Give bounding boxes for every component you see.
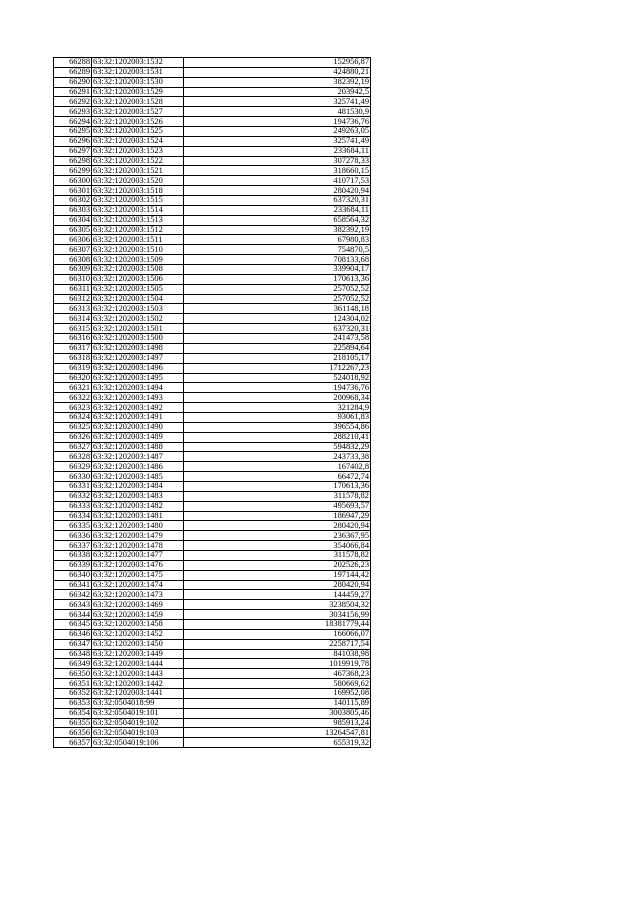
cadastral-number-cell: 63:32:1202003:1494 xyxy=(92,383,184,393)
row-number-cell: 66303 xyxy=(54,205,92,215)
row-number-cell: 66315 xyxy=(54,324,92,334)
row-number-cell: 66341 xyxy=(54,580,92,590)
cadastral-number-cell: 63:32:1202003:1490 xyxy=(92,422,184,432)
table-row xyxy=(54,432,371,442)
row-number-cell: 66349 xyxy=(54,659,92,669)
cadastral-number-cell: 63:32:1202003:1526 xyxy=(92,117,184,127)
cadastral-number-cell: 63:32:1202003:1474 xyxy=(92,580,184,590)
cadastral-number-cell: 63:32:1202003:1482 xyxy=(92,501,184,511)
value-cell: 200968,34 xyxy=(184,393,371,403)
cadastral-number-cell: 63:32:1202003:1521 xyxy=(92,166,184,176)
table-row xyxy=(54,708,371,718)
row-number-cell: 66319 xyxy=(54,363,92,373)
value-cell: 186947,29 xyxy=(184,511,371,521)
cadastral-number-cell: 63:32:1202003:1450 xyxy=(92,639,184,649)
cadastral-number-cell: 63:32:1202003:1522 xyxy=(92,156,184,166)
row-number-cell: 66330 xyxy=(54,472,92,482)
value-cell: 580669,62 xyxy=(184,679,371,689)
row-number-cell: 66291 xyxy=(54,87,92,97)
cadastral-number-cell: 63:32:1202003:1459 xyxy=(92,610,184,620)
value-cell: 325741,49 xyxy=(184,97,371,107)
row-number-cell: 66296 xyxy=(54,136,92,146)
row-number-cell: 66292 xyxy=(54,97,92,107)
cadastral-number-cell: 63:32:1202003:1495 xyxy=(92,373,184,383)
cadastral-number-cell: 63:32:1202003:1476 xyxy=(92,560,184,570)
table-row xyxy=(54,225,371,235)
value-cell: 841038,98 xyxy=(184,649,371,659)
table-row xyxy=(54,412,371,422)
table-row xyxy=(54,570,371,580)
cadastral-number-cell: 63:32:1202003:1483 xyxy=(92,491,184,501)
row-number-cell: 66352 xyxy=(54,689,92,699)
value-cell: 325741,49 xyxy=(184,136,371,146)
cadastral-number-cell: 63:32:1202003:1487 xyxy=(92,452,184,462)
row-number-cell: 66321 xyxy=(54,383,92,393)
value-cell: 3003805,46 xyxy=(184,708,371,718)
row-number-cell: 66298 xyxy=(54,156,92,166)
row-number-cell: 66336 xyxy=(54,531,92,541)
table-row xyxy=(54,58,371,68)
value-cell: 257052,52 xyxy=(184,284,371,294)
value-cell: 637320,31 xyxy=(184,196,371,206)
value-cell: 66472,74 xyxy=(184,472,371,482)
table-row xyxy=(54,718,371,728)
value-cell: 339904,17 xyxy=(184,265,371,275)
row-number-cell: 66327 xyxy=(54,442,92,452)
row-number-cell: 66304 xyxy=(54,215,92,225)
value-cell: 754870,5 xyxy=(184,245,371,255)
row-number-cell: 66334 xyxy=(54,511,92,521)
row-number-cell: 66325 xyxy=(54,422,92,432)
value-cell: 257052,52 xyxy=(184,294,371,304)
value-cell: 280420,94 xyxy=(184,186,371,196)
value-cell: 3238504,32 xyxy=(184,600,371,610)
table-row xyxy=(54,77,371,87)
table-row xyxy=(54,472,371,482)
table-row xyxy=(54,698,371,708)
cadastral-number-cell: 63:32:1202003:1502 xyxy=(92,314,184,324)
cadastral-number-cell: 63:32:1202003:1500 xyxy=(92,334,184,344)
table-row xyxy=(54,215,371,225)
value-cell: 280420,94 xyxy=(184,521,371,531)
cadastral-number-cell: 63:32:1202003:1514 xyxy=(92,205,184,215)
row-number-cell: 66310 xyxy=(54,274,92,284)
cadastral-number-cell: 63:32:1202003:1488 xyxy=(92,442,184,452)
row-number-cell: 66294 xyxy=(54,117,92,127)
row-number-cell: 66309 xyxy=(54,265,92,275)
cadastral-number-cell: 63:32:1202003:1444 xyxy=(92,659,184,669)
row-number-cell: 66313 xyxy=(54,304,92,314)
table-row xyxy=(54,442,371,452)
table-row xyxy=(54,481,371,491)
table-row xyxy=(54,176,371,186)
value-cell: 218105,17 xyxy=(184,353,371,363)
row-number-cell: 66337 xyxy=(54,541,92,551)
table-row xyxy=(54,87,371,97)
value-cell: 144459,27 xyxy=(184,590,371,600)
value-cell: 311578,82 xyxy=(184,550,371,560)
value-cell: 140115,89 xyxy=(184,698,371,708)
table-row xyxy=(54,294,371,304)
table-row xyxy=(54,117,371,127)
table-row xyxy=(54,600,371,610)
cadastral-number-cell: 63:32:1202003:1515 xyxy=(92,196,184,206)
row-number-cell: 66295 xyxy=(54,127,92,137)
value-cell: 318660,15 xyxy=(184,166,371,176)
cadastral-number-cell: 63:32:1202003:1501 xyxy=(92,324,184,334)
cadastral-number-cell: 63:32:0504018:99 xyxy=(92,698,184,708)
row-number-cell: 66306 xyxy=(54,235,92,245)
value-cell: 194736,76 xyxy=(184,117,371,127)
table-row xyxy=(54,403,371,413)
row-number-cell: 66324 xyxy=(54,412,92,422)
table-row xyxy=(54,629,371,639)
cadastral-number-cell: 63:32:1202003:1505 xyxy=(92,284,184,294)
cadastral-number-cell: 63:32:1202003:1532 xyxy=(92,58,184,68)
cadastral-number-cell: 63:32:1202003:1530 xyxy=(92,77,184,87)
cadastral-number-cell: 63:32:1202003:1527 xyxy=(92,107,184,117)
value-cell: 169952,08 xyxy=(184,689,371,699)
cadastral-number-cell: 63:32:1202003:1478 xyxy=(92,541,184,551)
table-row xyxy=(54,610,371,620)
row-number-cell: 66320 xyxy=(54,373,92,383)
cadastral-number-cell: 63:32:1202003:1493 xyxy=(92,393,184,403)
cadastral-number-cell: 63:32:1202003:1529 xyxy=(92,87,184,97)
cadastral-number-cell: 63:32:1202003:1473 xyxy=(92,590,184,600)
table-row xyxy=(54,284,371,294)
row-number-cell: 66338 xyxy=(54,550,92,560)
row-number-cell: 66311 xyxy=(54,284,92,294)
cadastral-number-cell: 63:32:1202003:1442 xyxy=(92,679,184,689)
table-row xyxy=(54,669,371,679)
cadastral-number-cell: 63:32:1202003:1528 xyxy=(92,97,184,107)
cadastral-number-cell: 63:32:1202003:1531 xyxy=(92,67,184,77)
table-row xyxy=(54,580,371,590)
row-number-cell: 66348 xyxy=(54,649,92,659)
value-cell: 288210,41 xyxy=(184,432,371,442)
cadastral-number-cell: 63:32:1202003:1504 xyxy=(92,294,184,304)
cadastral-number-cell: 63:32:1202003:1506 xyxy=(92,274,184,284)
table-row xyxy=(54,590,371,600)
table-row xyxy=(54,205,371,215)
row-number-cell: 66351 xyxy=(54,679,92,689)
table-row xyxy=(54,738,371,748)
cadastral-number-cell: 63:32:1202003:1469 xyxy=(92,600,184,610)
cadastral-number-cell: 63:32:1202003:1441 xyxy=(92,689,184,699)
row-number-cell: 66328 xyxy=(54,452,92,462)
row-number-cell: 66347 xyxy=(54,639,92,649)
cadastral-number-cell: 63:32:1202003:1452 xyxy=(92,629,184,639)
cadastral-number-cell: 63:32:1202003:1513 xyxy=(92,215,184,225)
table-row xyxy=(54,550,371,560)
table-row xyxy=(54,67,371,77)
value-cell: 2258717,54 xyxy=(184,639,371,649)
value-cell: 236367,95 xyxy=(184,531,371,541)
row-number-cell: 66335 xyxy=(54,521,92,531)
table-row xyxy=(54,491,371,501)
table-row xyxy=(54,383,371,393)
cadastral-number-cell: 63:32:0504019:101 xyxy=(92,708,184,718)
value-cell: 361148,18 xyxy=(184,304,371,314)
table-row xyxy=(54,511,371,521)
value-cell: 170613,36 xyxy=(184,274,371,284)
table-row xyxy=(54,324,371,334)
row-number-cell: 66322 xyxy=(54,393,92,403)
table-row xyxy=(54,639,371,649)
row-number-cell: 66308 xyxy=(54,255,92,265)
row-number-cell: 66301 xyxy=(54,186,92,196)
cadastral-number-cell: 63:32:1202003:1475 xyxy=(92,570,184,580)
value-cell: 382392,19 xyxy=(184,77,371,87)
value-cell: 354066,84 xyxy=(184,541,371,551)
table-row xyxy=(54,659,371,669)
cadastral-number-cell: 63:32:1202003:1496 xyxy=(92,363,184,373)
table-row xyxy=(54,373,371,383)
cadastral-number-cell: 63:32:1202003:1523 xyxy=(92,146,184,156)
value-cell: 13264547,81 xyxy=(184,728,371,738)
cadastral-number-cell: 63:32:1202003:1510 xyxy=(92,245,184,255)
row-number-cell: 66356 xyxy=(54,728,92,738)
row-number-cell: 66333 xyxy=(54,501,92,511)
cadastral-number-cell: 63:32:1202003:1518 xyxy=(92,186,184,196)
value-cell: 985913,24 xyxy=(184,718,371,728)
row-number-cell: 66312 xyxy=(54,294,92,304)
cadastral-number-cell: 63:32:0504019:103 xyxy=(92,728,184,738)
table-row xyxy=(54,393,371,403)
value-cell: 424880,21 xyxy=(184,67,371,77)
value-cell: 124304,02 xyxy=(184,314,371,324)
cadastral-number-cell: 63:32:1202003:1508 xyxy=(92,265,184,275)
row-number-cell: 66290 xyxy=(54,77,92,87)
table-row xyxy=(54,649,371,659)
value-cell: 167402,8 xyxy=(184,462,371,472)
value-cell: 481530,9 xyxy=(184,107,371,117)
row-number-cell: 66314 xyxy=(54,314,92,324)
value-cell: 495693,57 xyxy=(184,501,371,511)
table-row xyxy=(54,521,371,531)
table-row xyxy=(54,265,371,275)
value-cell: 233684,11 xyxy=(184,205,371,215)
value-cell: 18381779,44 xyxy=(184,619,371,629)
cadastral-number-cell: 63:32:1202003:1498 xyxy=(92,343,184,353)
cadastral-number-cell: 63:32:1202003:1520 xyxy=(92,176,184,186)
cadastral-number-cell: 63:32:1202003:1481 xyxy=(92,511,184,521)
cadastral-number-cell: 63:32:0504019:102 xyxy=(92,718,184,728)
cadastral-number-cell: 63:32:1202003:1486 xyxy=(92,462,184,472)
value-cell: 321284,9 xyxy=(184,403,371,413)
table-row xyxy=(54,501,371,511)
value-cell: 280420,94 xyxy=(184,580,371,590)
value-cell: 166066,07 xyxy=(184,629,371,639)
row-number-cell: 66345 xyxy=(54,619,92,629)
table-row xyxy=(54,235,371,245)
data-table xyxy=(53,57,371,748)
cadastral-number-cell: 63:32:1202003:1480 xyxy=(92,521,184,531)
table-row xyxy=(54,560,371,570)
table-body xyxy=(54,58,371,748)
value-cell: 3034156,99 xyxy=(184,610,371,620)
table-row xyxy=(54,353,371,363)
value-cell: 594832,29 xyxy=(184,442,371,452)
value-cell: 410717,53 xyxy=(184,176,371,186)
table-row xyxy=(54,186,371,196)
value-cell: 225894,64 xyxy=(184,343,371,353)
value-cell: 203942,5 xyxy=(184,87,371,97)
row-number-cell: 66350 xyxy=(54,669,92,679)
cadastral-number-cell: 63:32:1202003:1449 xyxy=(92,649,184,659)
cadastral-number-cell: 63:32:1202003:1477 xyxy=(92,550,184,560)
cadastral-number-cell: 63:32:1202003:1443 xyxy=(92,669,184,679)
value-cell: 311578,82 xyxy=(184,491,371,501)
table-row xyxy=(54,274,371,284)
row-number-cell: 66305 xyxy=(54,225,92,235)
value-cell: 396554,86 xyxy=(184,422,371,432)
value-cell: 152956,87 xyxy=(184,58,371,68)
value-cell: 243733,38 xyxy=(184,452,371,462)
table-row xyxy=(54,531,371,541)
value-cell: 307278,33 xyxy=(184,156,371,166)
value-cell: 233684,11 xyxy=(184,146,371,156)
table-row xyxy=(54,107,371,117)
table-row xyxy=(54,97,371,107)
row-number-cell: 66346 xyxy=(54,629,92,639)
table-row xyxy=(54,679,371,689)
table-row xyxy=(54,136,371,146)
value-cell: 197144,42 xyxy=(184,570,371,580)
table-row xyxy=(54,422,371,432)
table-row xyxy=(54,314,371,324)
row-number-cell: 66300 xyxy=(54,176,92,186)
row-number-cell: 66297 xyxy=(54,146,92,156)
table-row xyxy=(54,343,371,353)
value-cell: 170613,36 xyxy=(184,481,371,491)
cadastral-number-cell: 63:32:1202003:1524 xyxy=(92,136,184,146)
table-row xyxy=(54,166,371,176)
value-cell: 467368,23 xyxy=(184,669,371,679)
row-number-cell: 66318 xyxy=(54,353,92,363)
table-row xyxy=(54,127,371,137)
table-row xyxy=(54,363,371,373)
row-number-cell: 66326 xyxy=(54,432,92,442)
value-cell: 637320,31 xyxy=(184,324,371,334)
table-row xyxy=(54,334,371,344)
value-cell: 708133,68 xyxy=(184,255,371,265)
table-row xyxy=(54,156,371,166)
row-number-cell: 66332 xyxy=(54,491,92,501)
value-cell: 93061,83 xyxy=(184,412,371,422)
cadastral-number-cell: 63:32:1202003:1512 xyxy=(92,225,184,235)
table-row xyxy=(54,245,371,255)
table-row xyxy=(54,541,371,551)
row-number-cell: 66288 xyxy=(54,58,92,68)
cadastral-number-cell: 63:32:1202003:1509 xyxy=(92,255,184,265)
cadastral-number-cell: 63:32:1202003:1484 xyxy=(92,481,184,491)
value-cell: 1019919,78 xyxy=(184,659,371,669)
row-number-cell: 66353 xyxy=(54,698,92,708)
table-row xyxy=(54,452,371,462)
row-number-cell: 66357 xyxy=(54,738,92,748)
value-cell: 658564,32 xyxy=(184,215,371,225)
row-number-cell: 66307 xyxy=(54,245,92,255)
row-number-cell: 66317 xyxy=(54,343,92,353)
value-cell: 67980,83 xyxy=(184,235,371,245)
row-number-cell: 66339 xyxy=(54,560,92,570)
table-row xyxy=(54,146,371,156)
cadastral-number-cell: 63:32:1202003:1503 xyxy=(92,304,184,314)
row-number-cell: 66343 xyxy=(54,600,92,610)
row-number-cell: 66329 xyxy=(54,462,92,472)
row-number-cell: 66354 xyxy=(54,708,92,718)
value-cell: 249263,05 xyxy=(184,127,371,137)
cadastral-number-cell: 63:32:1202003:1489 xyxy=(92,432,184,442)
cadastral-number-cell: 63:32:0504019:106 xyxy=(92,738,184,748)
table-row xyxy=(54,689,371,699)
cadastral-number-cell: 63:32:1202003:1511 xyxy=(92,235,184,245)
row-number-cell: 66302 xyxy=(54,196,92,206)
cadastral-number-cell: 63:32:1202003:1491 xyxy=(92,412,184,422)
cadastral-number-cell: 63:32:1202003:1492 xyxy=(92,403,184,413)
row-number-cell: 66289 xyxy=(54,67,92,77)
row-number-cell: 66323 xyxy=(54,403,92,413)
row-number-cell: 66342 xyxy=(54,590,92,600)
table-row xyxy=(54,619,371,629)
table-row xyxy=(54,196,371,206)
table-row xyxy=(54,304,371,314)
value-cell: 1712267,23 xyxy=(184,363,371,373)
table-row xyxy=(54,255,371,265)
value-cell: 524018,92 xyxy=(184,373,371,383)
value-cell: 382392,19 xyxy=(184,225,371,235)
cadastral-number-cell: 63:32:1202003:1485 xyxy=(92,472,184,482)
table-row xyxy=(54,462,371,472)
row-number-cell: 66340 xyxy=(54,570,92,580)
table-row xyxy=(54,728,371,738)
cadastral-number-cell: 63:32:1202003:1525 xyxy=(92,127,184,137)
row-number-cell: 66344 xyxy=(54,610,92,620)
row-number-cell: 66316 xyxy=(54,334,92,344)
cadastral-number-cell: 63:32:1202003:1458 xyxy=(92,619,184,629)
value-cell: 241473,58 xyxy=(184,334,371,344)
row-number-cell: 66293 xyxy=(54,107,92,117)
value-cell: 655319,32 xyxy=(184,738,371,748)
cadastral-number-cell: 63:32:1202003:1497 xyxy=(92,353,184,363)
row-number-cell: 66299 xyxy=(54,166,92,176)
value-cell: 194736,76 xyxy=(184,383,371,393)
row-number-cell: 66355 xyxy=(54,718,92,728)
value-cell: 202526,23 xyxy=(184,560,371,570)
cadastral-number-cell: 63:32:1202003:1479 xyxy=(92,531,184,541)
row-number-cell: 66331 xyxy=(54,481,92,491)
